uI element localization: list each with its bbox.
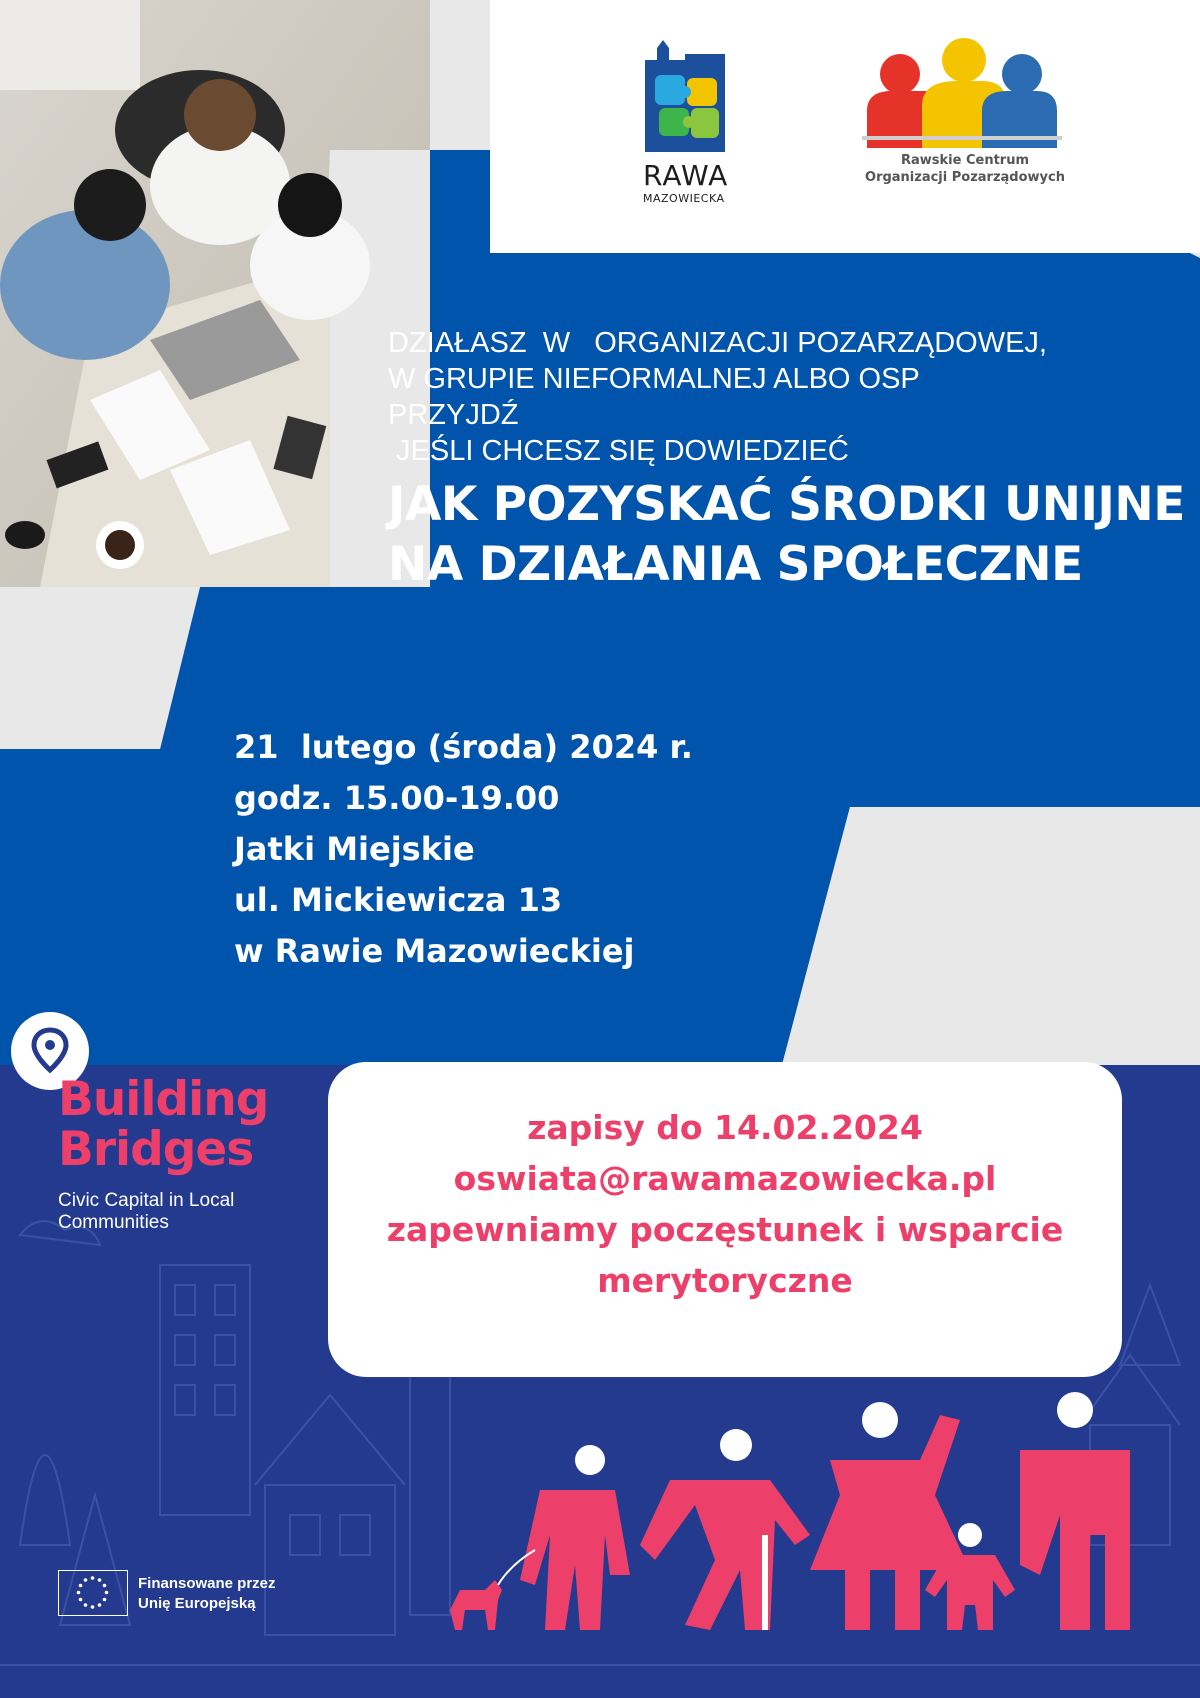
building-bridges-subtitle bbox=[58, 1190, 298, 1234]
registration-text bbox=[328, 1102, 1122, 1306]
family-figures-illustration bbox=[440, 1385, 1140, 1635]
intro-line: W GRUPIE NIEFORMALNEJ ALBO OSP bbox=[388, 363, 920, 395]
event-city: w Rawie Mazowieckiej bbox=[234, 932, 635, 970]
bb-subtitle-line1: Civic Capital in Local bbox=[58, 1190, 235, 1211]
bb-subtitle-line2: Communities bbox=[58, 1212, 169, 1233]
rawa-logo-text bbox=[643, 159, 729, 205]
event-venue: Jatki Miejskie bbox=[234, 830, 475, 868]
rcop-people-logo bbox=[862, 36, 1062, 148]
registration-deadline: zapisy do 14.02.2024 bbox=[527, 1108, 923, 1147]
rcop-logo-line1: Rawskie Centrum bbox=[900, 153, 1029, 168]
rcop-logo-text bbox=[840, 152, 1090, 186]
event-street: ul. Mickiewicza 13 bbox=[234, 881, 563, 919]
bb-title-line1: Building bbox=[58, 1072, 269, 1127]
headline-line1: JAK POZYSKAĆ ŚRODKI UNIJNE bbox=[388, 477, 1185, 532]
catering-note-cont: merytoryczne bbox=[597, 1261, 853, 1300]
rawa-puzzle-logo bbox=[645, 40, 725, 152]
intro-line: DZIAŁASZ W ORGANIZACJI POZARZĄDOWEJ, bbox=[388, 327, 1047, 359]
eu-flag-icon bbox=[58, 1570, 128, 1616]
event-time: godz. 15.00-19.00 bbox=[234, 779, 560, 817]
eu-funding-line2: Unię Europejską bbox=[138, 1595, 256, 1612]
team-meeting-photo bbox=[0, 0, 430, 587]
event-details bbox=[234, 722, 693, 977]
headline bbox=[388, 475, 1185, 595]
intro-line: JEŚLI CHCESZ SIĘ DOWIEDZIEĆ bbox=[388, 435, 849, 467]
rcop-logo-line2: Organizacji Pozarządowych bbox=[865, 170, 1065, 185]
event-date: 21 lutego (środa) 2024 r. bbox=[234, 728, 693, 766]
intro-text bbox=[388, 325, 1047, 469]
building-bridges-title bbox=[58, 1072, 269, 1177]
rawa-logo-name: RAWA bbox=[643, 159, 729, 192]
bb-title-line2: Bridges bbox=[58, 1122, 254, 1177]
eu-stars-icon bbox=[59, 1571, 126, 1614]
intro-line: PRZYJDŹ bbox=[388, 399, 519, 431]
rawa-logo-subname: MAZOWIECKA bbox=[643, 192, 725, 205]
catering-note: zapewniamy poczęstunek i wsparcie bbox=[386, 1210, 1064, 1249]
eu-funding-line1: Finansowane przez bbox=[138, 1575, 276, 1592]
headline-line2: NA DZIAŁANIA SPOŁECZNE bbox=[388, 537, 1083, 592]
registration-email[interactable]: oswiata@rawamazowiecka.pl bbox=[453, 1159, 997, 1198]
eu-funding-text bbox=[138, 1574, 276, 1614]
dog-icon bbox=[450, 1550, 535, 1630]
